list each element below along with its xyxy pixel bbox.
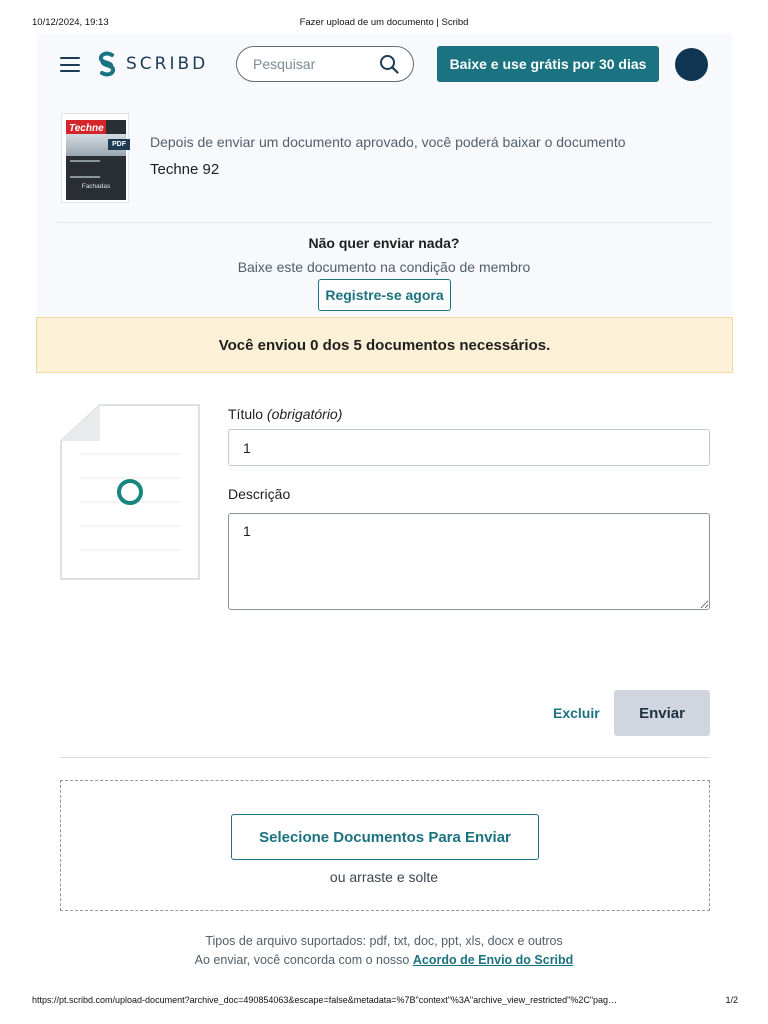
section-divider: [57, 222, 713, 223]
required-hint: (obrigatório): [266, 406, 343, 422]
document-title: Techne 92: [150, 161, 220, 178]
upload-agreement-link[interactable]: Acordo de Envio do Scribd: [412, 953, 574, 967]
pdf-badge: PDF: [108, 139, 130, 150]
search-icon[interactable]: [379, 54, 399, 74]
print-page-number: 1/2: [725, 995, 738, 1005]
delete-button[interactable]: Excluir: [553, 705, 600, 721]
print-page-title: Fazer upload de um documento | Scribd: [299, 17, 469, 28]
thumbnail-brand: Techne: [69, 123, 104, 134]
scribd-logo-icon: [96, 51, 118, 77]
supported-types-note: Tipos de arquivo suportados: pdf, txt, doc, ppt, xls, docx e outros: [205, 934, 563, 948]
drag-drop-note: ou arraste e solte: [329, 869, 439, 885]
description-label: Descrição: [228, 486, 291, 502]
form-divider: [60, 757, 710, 758]
download-note: Depois de enviar um documento aprovado, você poderá baixar o documento: [150, 134, 626, 150]
member-download-note: Baixe este documento na condição de membro: [237, 259, 531, 275]
description-field[interactable]: [228, 513, 710, 610]
agreement-prefix: Ao enviar, você concorda com o nosso: [194, 953, 410, 967]
logo-text: SCRIBD: [126, 54, 209, 74]
scribd-logo[interactable]: [96, 51, 208, 77]
register-button[interactable]: Registre-se agora: [318, 279, 451, 311]
select-documents-button[interactable]: Selecione Documentos Para Enviar: [231, 814, 539, 860]
agreement-note: [0, 953, 768, 967]
print-url: https://pt.scribd.com/upload-document?archive_doc=490854063&escape=false&metadata=%7B"context"%3A"archive_view_restricted"%2C"pag…: [32, 995, 618, 1005]
hamburger-menu-icon[interactable]: [60, 57, 80, 72]
document-thumbnail: [61, 113, 129, 203]
user-avatar[interactable]: [675, 48, 708, 81]
title-field[interactable]: [228, 429, 710, 466]
document-placeholder-icon: [60, 404, 200, 580]
free-trial-button[interactable]: Baixe e use grátis por 30 dias: [437, 46, 659, 82]
title-label: Título (obrigatório): [228, 406, 343, 422]
banner-text: Você enviou 0 dos 5 documentos necessários.: [218, 336, 551, 354]
upload-progress-banner: [36, 317, 733, 373]
submit-button[interactable]: Enviar: [614, 690, 710, 736]
print-datetime: 10/12/2024, 19:13: [32, 17, 109, 28]
no-upload-question: Não quer enviar nada?: [308, 235, 460, 251]
search-input[interactable]: [236, 46, 414, 82]
thumbnail-caption: Fachadas: [81, 183, 111, 190]
search-placeholder: Pesquisar: [253, 56, 316, 72]
